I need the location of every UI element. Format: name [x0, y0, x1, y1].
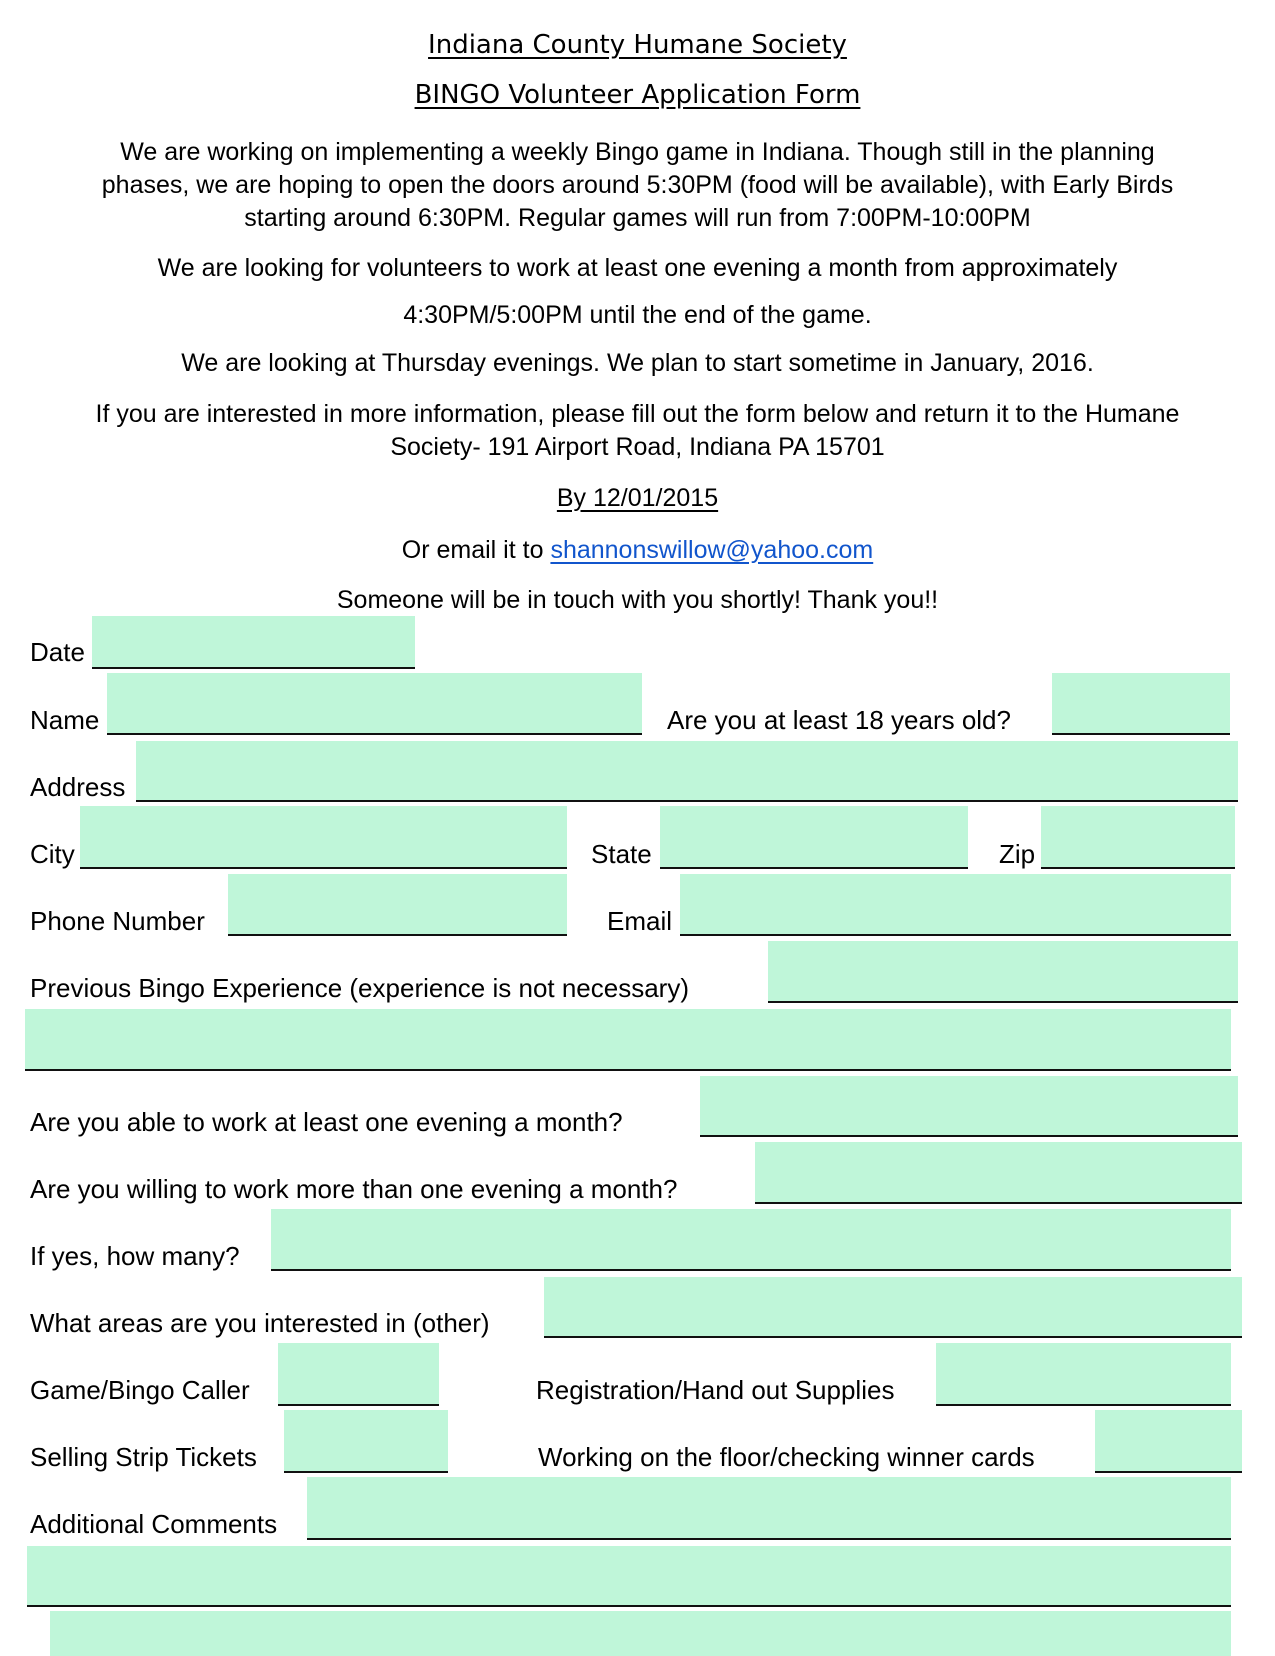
- age-field[interactable]: [1052, 673, 1230, 735]
- comments-field[interactable]: [307, 1477, 1231, 1540]
- more-evenings-field[interactable]: [755, 1142, 1242, 1204]
- state-field[interactable]: [660, 806, 968, 869]
- email-prefix: Or email it to: [401, 536, 551, 564]
- areas-label: What areas are you interested in (other): [30, 1308, 490, 1338]
- caller-label: Game/Bingo Caller: [30, 1375, 250, 1405]
- intro-line: Society- 191 Airport Road, Indiana PA 15701: [390, 433, 885, 461]
- experience-label: Previous Bingo Experience (experience is not necessary): [30, 973, 690, 1003]
- deadline: [0, 482, 1275, 515]
- caller-field[interactable]: [278, 1343, 439, 1406]
- registration-field[interactable]: [936, 1343, 1231, 1406]
- date-field[interactable]: [92, 616, 415, 669]
- how-many-label: If yes, how many?: [30, 1241, 240, 1271]
- intro-line: If you are interested in more information, please fill out the form below and return it to the Humane: [95, 400, 1180, 428]
- intro-line: starting around 6:30PM. Regular games will run from 7:00PM-10:00PM: [244, 204, 1031, 232]
- experience-field[interactable]: [768, 941, 1238, 1003]
- zip-field[interactable]: [1041, 806, 1235, 869]
- comments-field-line2[interactable]: [27, 1546, 1231, 1607]
- phone-field[interactable]: [228, 874, 567, 936]
- experience-field-line2[interactable]: [25, 1009, 1231, 1071]
- email-link[interactable]: shannonswillow@yahoo.com: [550, 536, 874, 564]
- city-label: City: [30, 839, 75, 869]
- deadline-text: By 12/01/2015: [556, 484, 719, 512]
- city-field[interactable]: [80, 806, 567, 869]
- one-evening-field[interactable]: [700, 1076, 1238, 1137]
- address-label: Address: [30, 772, 126, 802]
- floor-label: Working on the floor/checking winner cards: [538, 1442, 1035, 1472]
- registration-label: Registration/Hand out Supplies: [536, 1375, 895, 1405]
- strip-tickets-field[interactable]: [284, 1410, 448, 1473]
- areas-field[interactable]: [544, 1277, 1242, 1338]
- email-label: Email: [607, 906, 673, 936]
- org-title: Indiana County Humane Society: [428, 30, 847, 60]
- name-label: Name: [30, 705, 100, 735]
- zip-label: Zip: [999, 839, 1036, 869]
- strip-tickets-label: Selling Strip Tickets: [30, 1442, 257, 1472]
- intro-line: 4:30PM/5:00PM until the end of the game.: [403, 301, 872, 329]
- how-many-field[interactable]: [271, 1209, 1231, 1271]
- intro-line: We are working on implementing a weekly Bingo game in Indiana. Though still in the planning: [120, 138, 1155, 166]
- comments-field-line3[interactable]: [50, 1611, 1231, 1656]
- closing-line: Someone will be in touch with you shortly! Thank you!!: [336, 586, 939, 614]
- more-evenings-label: Are you willing to work more than one evening a month?: [30, 1174, 678, 1204]
- age-label: Are you at least 18 years old?: [667, 705, 1011, 735]
- name-field[interactable]: [107, 673, 642, 735]
- phone-label: Phone Number: [30, 906, 205, 936]
- address-field[interactable]: [136, 741, 1238, 802]
- intro-line: phases, we are hoping to open the doors around 5:30PM (food will be available), with Early Birds: [101, 171, 1174, 199]
- comments-label: Additional Comments: [30, 1509, 278, 1539]
- state-label: State: [591, 839, 652, 869]
- email-field[interactable]: [680, 874, 1231, 936]
- email-line: [0, 534, 1275, 567]
- intro-line: We are looking at Thursday evenings. We plan to start sometime in January, 2016.: [181, 349, 1094, 377]
- floor-field[interactable]: [1095, 1410, 1242, 1473]
- date-label: Date: [30, 637, 85, 667]
- form-title: BINGO Volunteer Application Form: [414, 80, 861, 110]
- one-evening-label: Are you able to work at least one evening a month?: [30, 1107, 623, 1137]
- intro-line: We are looking for volunteers to work at least one evening a month from approximately: [157, 254, 1118, 282]
